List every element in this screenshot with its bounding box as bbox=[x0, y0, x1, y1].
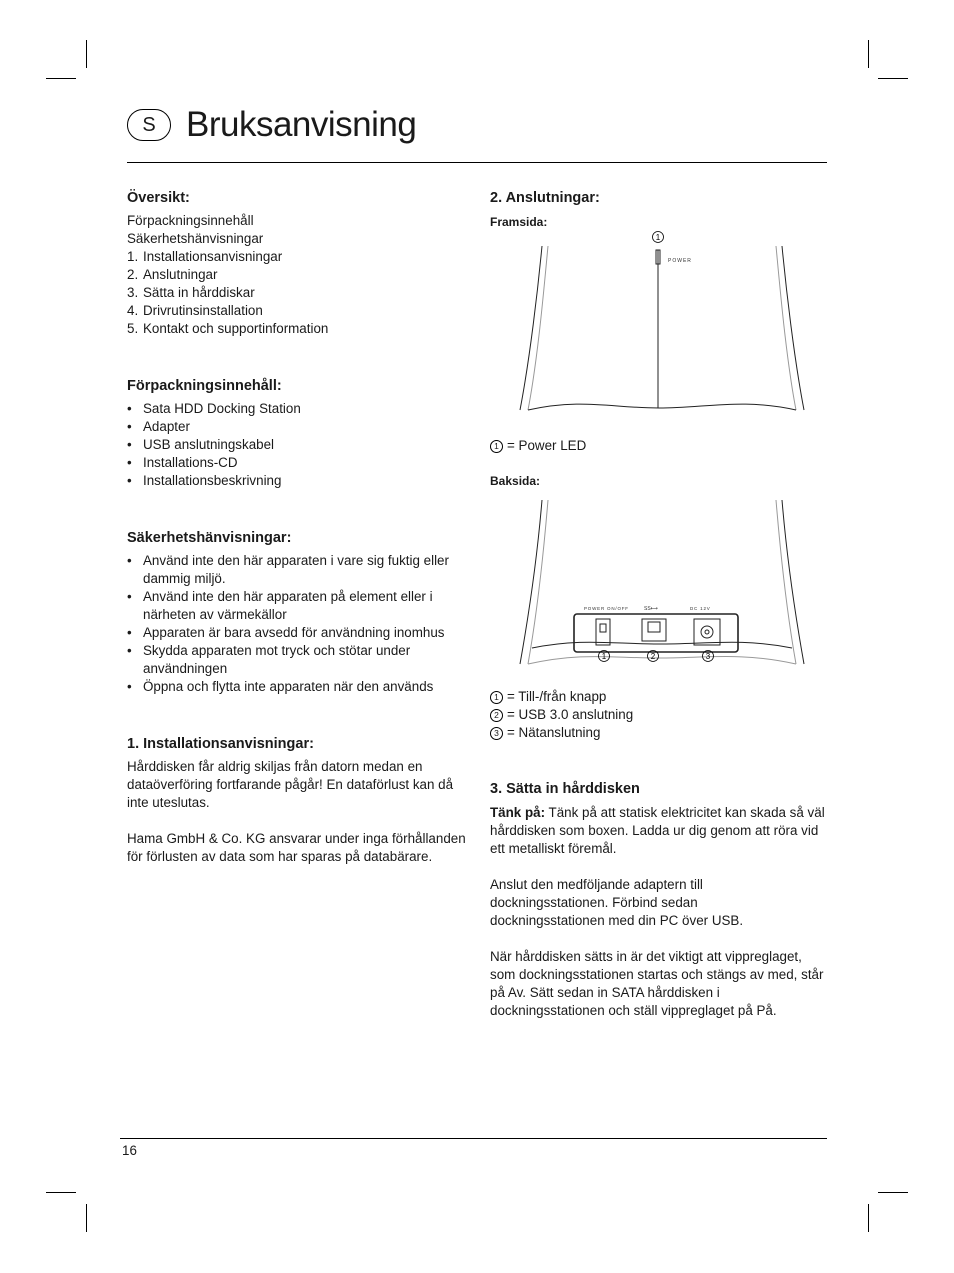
list-text: Installations-CD bbox=[143, 455, 238, 470]
list-item bbox=[127, 454, 467, 472]
page-title: Bruksanvisning bbox=[186, 105, 417, 144]
callout-icon: 1 bbox=[490, 440, 503, 453]
connections-heading: 2. Anslutningar: bbox=[490, 190, 600, 206]
list-text: Öppna och flytta inte apparaten när den används bbox=[143, 679, 434, 694]
safety-section bbox=[127, 528, 467, 696]
tip-paragraph bbox=[490, 804, 830, 858]
safety-list bbox=[127, 552, 457, 696]
front-legend-list bbox=[490, 437, 830, 455]
legend-item bbox=[490, 706, 830, 724]
front-label: Framsida: bbox=[490, 215, 548, 229]
insert-paragraph: När hårddisken sätts in är det viktigt att vippreglaget, som dockningsstationen startas och stängs av med, står på Av. Sätt sedan in SATA hårddisken i dockningsstationen och ställ vippreglaget på På. bbox=[490, 949, 824, 1018]
list-item bbox=[127, 418, 467, 436]
page-header bbox=[127, 100, 827, 163]
insert-paragraph: Anslut den medföljande adaptern till dockningsstationen. Förbind sedan dockningsstationen med din PC över USB. bbox=[490, 877, 744, 928]
list-text: Kontakt och supportinformation bbox=[143, 321, 329, 336]
callout-number: 3 bbox=[705, 652, 711, 661]
language-badge: S bbox=[127, 109, 171, 141]
bullet-icon: • bbox=[127, 589, 132, 604]
list-text: Sätta in hårddiskar bbox=[143, 285, 255, 300]
list-item: Säkerhetshänvisningar bbox=[127, 231, 264, 246]
list-text: USB anslutningskabel bbox=[143, 437, 275, 452]
back-callout-1 bbox=[599, 651, 610, 662]
list-item bbox=[127, 642, 457, 678]
back-usb-label: SS⟷ bbox=[644, 606, 658, 612]
list-item bbox=[127, 266, 467, 284]
callout-icon: 2 bbox=[490, 709, 503, 722]
list-item bbox=[127, 552, 457, 588]
legend-item bbox=[490, 724, 830, 742]
list-text: Adapter bbox=[143, 419, 190, 434]
list-text: Installationsbeskrivning bbox=[143, 473, 282, 488]
back-callout-3 bbox=[703, 651, 714, 662]
list-item bbox=[127, 302, 467, 320]
front-view-figure bbox=[512, 228, 812, 414]
back-legend-list bbox=[490, 688, 830, 742]
list-item bbox=[127, 248, 467, 266]
bullet-icon: • bbox=[127, 553, 132, 568]
list-text: Drivrutinsinstallation bbox=[143, 303, 263, 318]
list-item bbox=[127, 624, 457, 642]
list-number: 4. bbox=[127, 303, 139, 318]
list-item bbox=[127, 678, 457, 696]
power-led-label: POWER bbox=[668, 258, 692, 264]
list-text: Sata HDD Docking Station bbox=[143, 401, 301, 416]
install-paragraph: Hama GmbH & Co. KG ansvarar under inga förhållanden för förlusten av data som har sparas på databärare. bbox=[127, 831, 466, 864]
bullet-icon: • bbox=[127, 401, 132, 416]
crop-mark bbox=[868, 40, 869, 68]
list-number: 2. bbox=[127, 267, 139, 282]
back-power-label: POWER ON/OFF bbox=[584, 606, 629, 611]
overview-section bbox=[127, 188, 467, 338]
footer-rule bbox=[120, 1138, 827, 1139]
tip-text: Tänk på att statisk elektricitet kan skada så väl hårddisken som boxen. Ladda ur dig genom att röra vid ett metalliskt föremål. bbox=[490, 805, 825, 856]
contents-heading: Förpackningsinnehåll: bbox=[127, 378, 282, 394]
callout-number: 1 bbox=[655, 233, 661, 242]
list-item bbox=[127, 436, 467, 454]
legend-text: = Nätanslutning bbox=[507, 725, 601, 740]
back-view-figure bbox=[512, 498, 812, 666]
callout-icon: 3 bbox=[490, 727, 503, 740]
install-paragraph: Hårddisken får aldrig skiljas från datorn medan en dataöverföring fortfarande pågår! En dataförlust kan då inte uteslutas. bbox=[127, 759, 454, 810]
legend-item bbox=[490, 688, 830, 706]
legend-item bbox=[490, 437, 830, 455]
list-item bbox=[127, 588, 457, 624]
bullet-icon: • bbox=[127, 643, 132, 658]
list-text: Skydda apparaten mot tryck och stötar under användningen bbox=[143, 643, 411, 676]
left-column bbox=[127, 188, 467, 864]
bullet-icon: • bbox=[127, 625, 132, 640]
callout-number: 2 bbox=[650, 652, 656, 661]
crop-mark bbox=[86, 40, 87, 68]
safety-heading: Säkerhetshänvisningar: bbox=[127, 530, 292, 546]
bullet-icon: • bbox=[127, 473, 132, 488]
crop-mark bbox=[878, 78, 908, 79]
list-number: 5. bbox=[127, 321, 139, 336]
list-text: Installationsanvisningar bbox=[143, 249, 283, 264]
overview-plain-list bbox=[127, 212, 467, 248]
callout-icon: 1 bbox=[490, 691, 503, 704]
bullet-icon: • bbox=[127, 419, 132, 434]
bullet-icon: • bbox=[127, 437, 132, 452]
list-item bbox=[127, 400, 467, 418]
crop-mark bbox=[878, 1192, 908, 1193]
right-column bbox=[490, 188, 830, 231]
list-number: 1. bbox=[127, 249, 139, 264]
crop-mark bbox=[868, 1204, 869, 1232]
overview-numbered-list bbox=[127, 248, 467, 338]
list-text: Anslutningar bbox=[143, 267, 218, 282]
legend-text: = Power LED bbox=[507, 438, 587, 453]
overview-heading: Översikt: bbox=[127, 190, 190, 206]
front-legend bbox=[490, 437, 830, 490]
tip-label: Tänk på: bbox=[490, 805, 546, 820]
contents-section bbox=[127, 376, 467, 490]
crop-mark bbox=[46, 78, 76, 79]
list-item bbox=[127, 284, 467, 302]
insert-section bbox=[490, 779, 830, 1020]
back-legend bbox=[490, 688, 830, 742]
legend-text: = USB 3.0 anslutning bbox=[507, 707, 634, 722]
bullet-icon: • bbox=[127, 679, 132, 694]
list-number: 3. bbox=[127, 285, 139, 300]
insert-heading: 3. Sätta in hårddisken bbox=[490, 781, 640, 797]
back-dc-label: DC 12V bbox=[690, 606, 711, 611]
crop-mark bbox=[86, 1204, 87, 1232]
install-heading: 1. Installationsanvisningar: bbox=[127, 736, 314, 752]
list-text: Apparaten är bara avsedd för användning inomhus bbox=[143, 625, 445, 640]
legend-text: = Till-/från knapp bbox=[507, 689, 607, 704]
bullet-icon: • bbox=[127, 455, 132, 470]
list-item: Förpackningsinnehåll bbox=[127, 213, 254, 228]
back-label: Baksida: bbox=[490, 474, 541, 488]
crop-mark bbox=[46, 1192, 76, 1193]
install-section bbox=[127, 734, 467, 866]
contents-list bbox=[127, 400, 467, 490]
list-item bbox=[127, 472, 467, 490]
page-number: 16 bbox=[122, 1143, 137, 1158]
callout-number: 1 bbox=[601, 652, 607, 661]
list-text: Använd inte den här apparaten i vare sig fuktig eller dammig miljö. bbox=[143, 553, 449, 586]
list-text: Använd inte den här apparaten på element eller i närheten av värmekällor bbox=[143, 589, 433, 622]
back-callout-2 bbox=[648, 651, 659, 662]
list-item bbox=[127, 320, 467, 338]
